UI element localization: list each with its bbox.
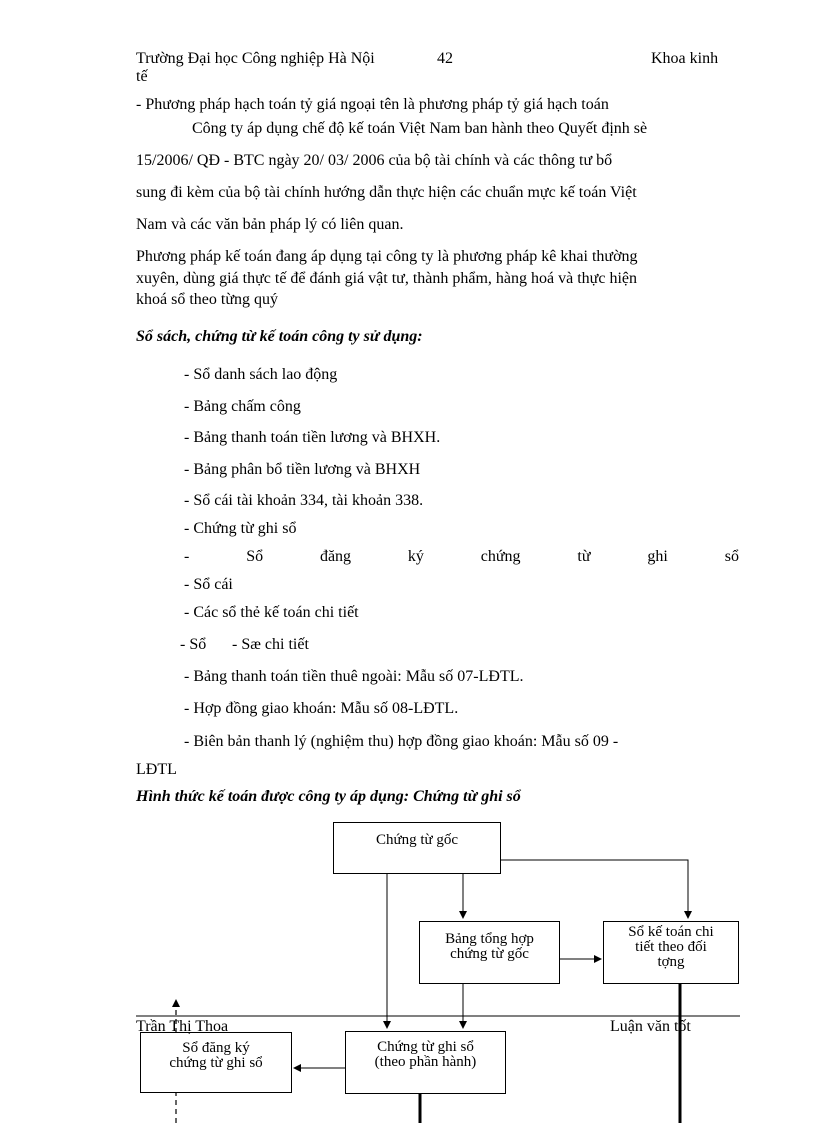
- list-item: - Bảng phân bổ tiền lương và BHXH: [184, 461, 421, 478]
- section-heading-books: Sổ sách, chứng từ kế toán công ty sử dụng:: [136, 328, 423, 345]
- section-heading-form: Hình thức kế toán được công ty áp dụng: Chứng từ ghi sổ: [136, 788, 521, 805]
- box-chung-tu-ghi-so: [345, 1031, 506, 1094]
- list-item: - Các sổ thẻ kế toán chi tiết: [184, 604, 359, 621]
- word: ghi: [647, 548, 668, 565]
- header-school: Trường Đại học Công nghiệp Hà Nội: [136, 50, 375, 67]
- box-label-line: Sổ đăng ký: [182, 1040, 250, 1056]
- word: từ: [577, 548, 591, 565]
- list-item: - Biên bản thanh lý (nghiệm thu) hợp đồng giao khoán: Mẫu số 09 -: [184, 733, 619, 750]
- page-number: 42: [437, 50, 453, 67]
- box-label-line: (theo phần hành): [374, 1054, 477, 1070]
- box-label-line: Sổ kế toán chi: [628, 924, 714, 940]
- header-faculty-cont: tế: [136, 68, 148, 85]
- box-label-line: Bảng tổng hợp: [445, 931, 534, 947]
- list-item: - Sổ cái tài khoản 334, tài khoản 338.: [184, 492, 424, 509]
- list-item: - Bảng thanh toán tiền lương và BHXH.: [184, 429, 441, 446]
- header-faculty: Khoa kinh: [651, 50, 719, 67]
- word: Sổ: [246, 548, 264, 565]
- word: sổ: [724, 548, 739, 565]
- list-item: - Chứng từ ghi sổ: [184, 520, 297, 537]
- list-item-detail: - Sæ chi tiết: [232, 636, 309, 653]
- footer-author: Trần Thị Thoa: [136, 1018, 229, 1035]
- paragraph-method-line-2: xuyên, dùng giá thực tế để đánh giá vật tư, thành phẩm, hàng hoá và thực hiện: [136, 270, 637, 287]
- list-item: - Sổ danh sách lao động: [184, 366, 338, 383]
- box-label-line: Chứng từ ghi sổ: [377, 1039, 474, 1055]
- box-label-line: tợng: [657, 954, 685, 970]
- list-item: - Hợp đồng giao khoán: Mẫu số 08-LĐTL.: [184, 700, 459, 717]
- paragraph-regime-line-3: sung đi kèm của bộ tài chính hướng dẫn thực hiện các chuẩn mực kế toán Việt: [136, 184, 637, 201]
- box-chung-tu-goc: [333, 822, 501, 874]
- box-label-line: tiết theo đối: [635, 939, 707, 955]
- paragraph-method-line-3: khoá sổ theo từng quý: [136, 291, 278, 308]
- box-label-line: chứng từ gốc: [450, 946, 529, 962]
- box-label: Chứng từ gốc: [375, 832, 459, 848]
- list-item: - Bảng thanh toán tiền thuê ngoài: Mẫu số 07-LĐTL.: [184, 668, 524, 685]
- list-item: - Bảng chấm công: [184, 398, 301, 415]
- list-item-cont: LĐTL: [136, 761, 177, 778]
- box-so-dang-ky: [140, 1032, 292, 1093]
- paragraph-exchange-rate: - Phương pháp hạch toán tỷ giá ngoại tên là phương pháp tỷ giá hạch toán: [136, 96, 609, 113]
- footer-thesis: Luận văn tốt: [610, 1018, 691, 1035]
- word: -: [184, 548, 190, 565]
- box-label-line: chứng từ ghi sổ: [169, 1055, 263, 1071]
- word: ký: [407, 548, 424, 565]
- paragraph-method-line-1: Phương pháp kế toán đang áp dụng tại công ty là phương pháp kê khai thường: [136, 248, 638, 265]
- box-bang-tong-hop: [419, 921, 560, 984]
- paragraph-regime-line-2: 15/2006/ QĐ - BTC ngày 20/ 03/ 2006 của bộ tài chính và các thông tư bổ: [136, 152, 613, 169]
- word: đăng: [319, 548, 352, 565]
- paragraph-regime-line-4: Nam và các văn bản pháp lý có liên quan.: [136, 216, 404, 233]
- word: chứng: [480, 548, 521, 565]
- list-item: - Sổ cái: [184, 576, 233, 593]
- list-item-so: - Sổ: [180, 636, 207, 653]
- box-so-ke-toan-chi-tiet: [603, 921, 739, 984]
- paragraph-regime-line-1: Công ty áp dụng chế độ kế toán Việt Nam ban hành theo Quyết định sè: [192, 120, 648, 137]
- arrow-goc-to-chi-tiet: [500, 860, 688, 918]
